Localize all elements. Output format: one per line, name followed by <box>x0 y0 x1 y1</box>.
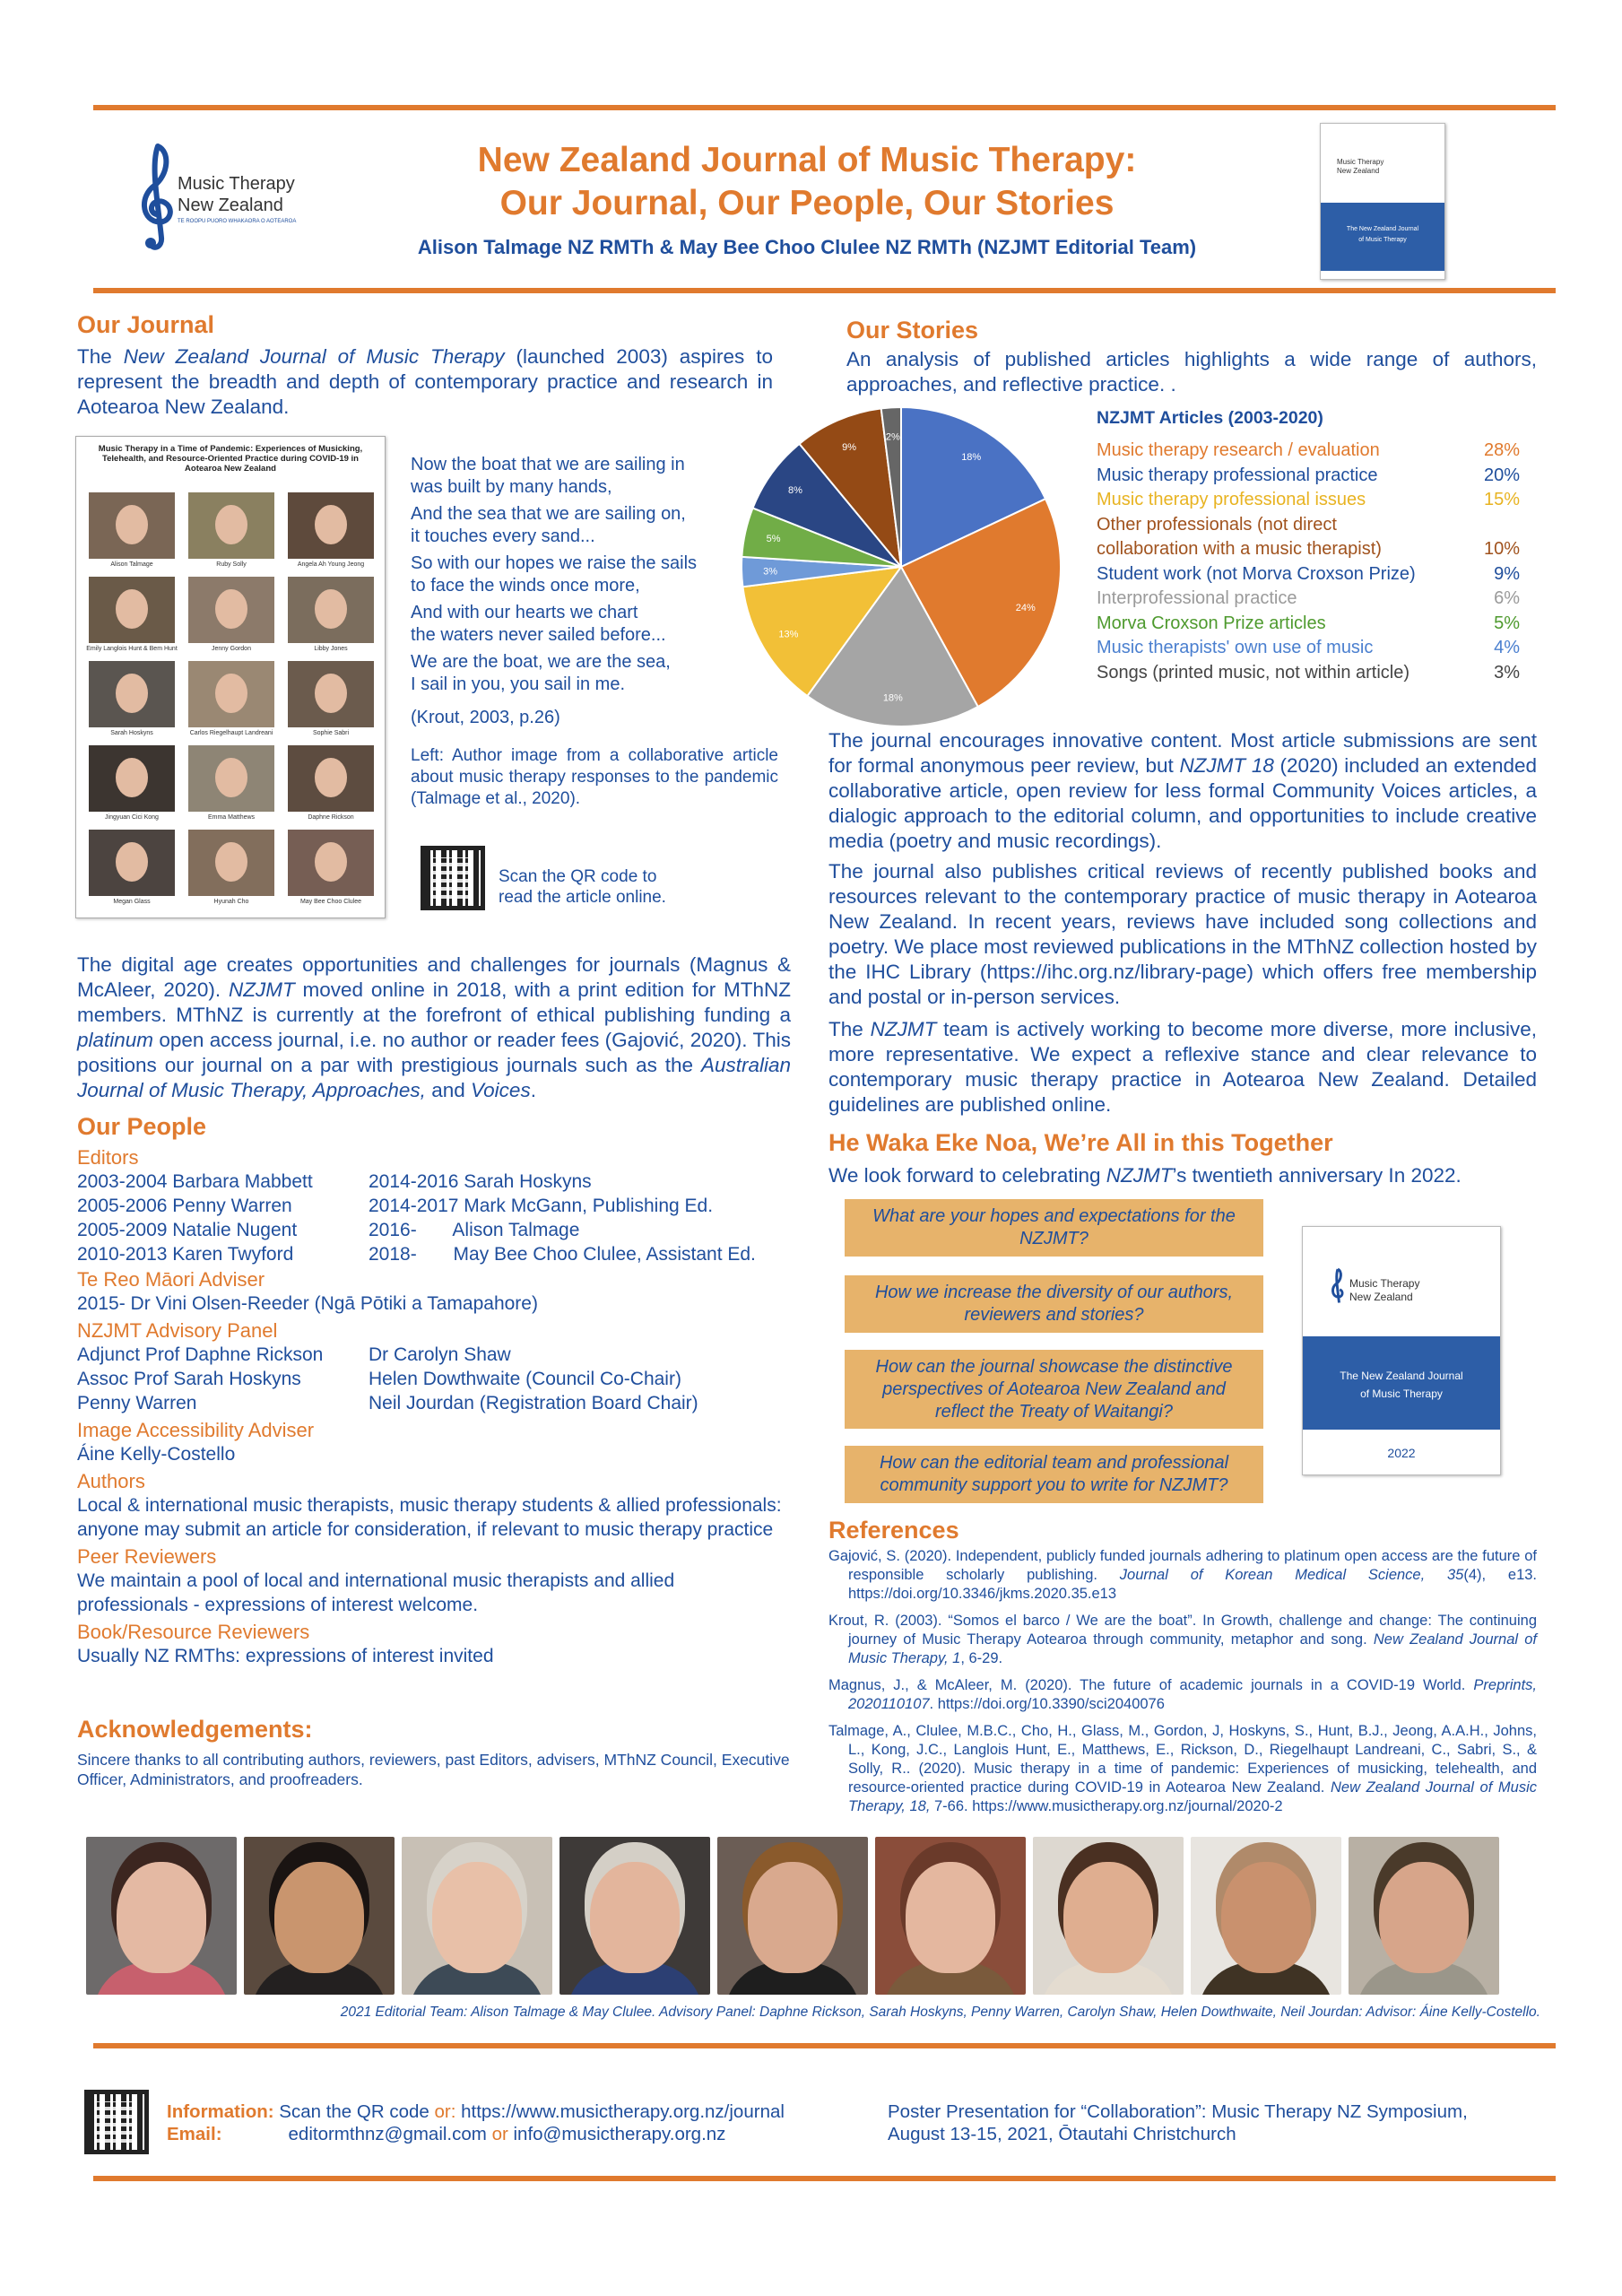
poem-citation: (Krout, 2003, p.26) <box>411 708 560 727</box>
our-journal-heading: Our Journal <box>77 311 215 338</box>
cover-year: 2022 <box>1387 1446 1416 1460</box>
pie-slice-label: 18% <box>961 451 982 463</box>
email-link-2[interactable]: info@musictherapy.org.nz <box>507 2124 726 2144</box>
legend-value: 3% <box>1494 662 1520 683</box>
cover-2022-band2: of Music Therapy <box>1360 1387 1443 1400</box>
legend-row <box>1097 587 1520 612</box>
pie-slice-label: 3% <box>763 566 778 578</box>
legend-row <box>1097 488 1520 513</box>
author-thumbnail-name: Hyunah Cho <box>213 899 249 905</box>
logo-sub: TE ROOPU PUORO WHAKAORA O AOTEAROA <box>178 219 297 224</box>
person-entry: Helen Dowthwaite (Council Co-Chair) <box>369 1369 681 1389</box>
event-line1: Poster Presentation for “Collaboration”: Music Therapy NZ Symposium, <box>888 2101 1468 2122</box>
legend-value: 15% <box>1483 490 1520 509</box>
journal-link[interactable]: https://www.musictherapy.org.nz/journal <box>455 2101 785 2122</box>
authors-label: Authors <box>77 1470 145 1492</box>
author-thumbnail <box>89 745 175 812</box>
team-photo <box>559 1837 710 1995</box>
acknowledgements-heading: Acknowledgements: <box>77 1716 313 1743</box>
pie-slice-label: 5% <box>766 534 781 545</box>
poem-line: We are the boat, we are the sea, <box>411 652 671 672</box>
editors-label: Editors <box>77 1146 139 1169</box>
legend-row <box>1097 636 1520 661</box>
author-thumbnail-name: Angela Ah Young Jeong <box>297 561 365 568</box>
authors-text: Local & international music therapists, music therapy students & allied professionals: anyone may submit an article for consideration, if relevant to music therapy practice <box>77 1495 782 1540</box>
our-people-section <box>77 1146 812 1668</box>
team-photo <box>1033 1837 1184 1995</box>
legend-value: 5% <box>1494 613 1520 633</box>
author-thumbnail-name: Emily Langlois Hunt & Bem Hunt <box>86 646 178 652</box>
acknowledgements-text: Sincere thanks to all contributing authors, reviewers, past Editors, advisers, MThNZ Council, Executive Officer, Administrators, and proofreaders. <box>77 1751 790 1788</box>
poem <box>411 454 778 810</box>
footer-rule-top <box>93 2043 1556 2048</box>
references-heading: References <box>828 1517 959 1544</box>
info-label: Information: <box>167 2101 274 2122</box>
poem-line: was built by many hands, <box>411 477 612 497</box>
author-thumbnail-name: Megan Glass <box>113 899 151 905</box>
team-photo <box>875 1837 1026 1995</box>
article-author-image <box>75 436 386 918</box>
question-box-2: How we increase the diversity of our authors, reviewers and stories? <box>845 1275 1263 1333</box>
person-entry: Assoc Prof Sarah Hoskyns <box>77 1369 301 1389</box>
access-adviser: Áine Kelly-Costello <box>77 1444 236 1465</box>
title-line1: New Zealand Journal of Music Therapy: <box>477 141 1137 179</box>
legend-label: Morva Croxson Prize articles <box>1097 613 1326 633</box>
journal-cover-2022 <box>1302 1226 1501 1475</box>
author-thumbnail-name: Sarah Hoskyns <box>110 730 153 736</box>
book-label: Book/Resource Reviewers <box>77 1621 310 1643</box>
poster-title <box>341 139 1273 259</box>
references-list <box>828 1547 1537 1824</box>
legend-value: 10% <box>1483 539 1520 559</box>
our-stories-heading: Our Stories <box>846 317 979 344</box>
author-thumbnail-name: Libby Jones <box>314 646 348 652</box>
poem-line: to face the winds once more, <box>411 576 640 596</box>
cover-2022-logo2: New Zealand <box>1349 1291 1413 1303</box>
legend-label: Music therapy professional issues <box>1097 490 1366 509</box>
authors-line: Alison Talmage NZ RMTh & May Bee Choo Clulee NZ RMTh (NZJMT Editorial Team) <box>417 236 1197 258</box>
legend-label: Interprofessional practice <box>1097 588 1297 608</box>
legend-label: Music therapists' own use of music <box>1097 638 1374 657</box>
team-caption: 2021 Editorial Team: Alison Talmage & May Clulee. Advisory Panel: Daphne Rickson, Sarah Hoskyns, Penny Warren, Carolyn Shaw, Helen Dowthwaite, Neil Jourdan: Advisor: Áine Kelly-Costello. <box>340 2005 1540 2020</box>
stories-para2: The journal also publishes critical reviews of recently published books and resources relevant to the contemporary practice of music therapy in Aotearoa New Zealand. In recent years, reviews have included song collections and poetry. We place most reviewed publications in the MThNZ collection hosted by the IHC Library (https://ihc.org.nz/library-page) which offers free membership and postal or in-person services. <box>828 860 1537 1008</box>
author-thumbnail <box>288 745 374 812</box>
qr-text-line1: Scan the QR code to <box>499 867 657 886</box>
article-qr-code[interactable] <box>421 846 485 910</box>
author-thumbnail-name: Carlos Riegelhaupt Landreani <box>189 730 273 736</box>
legend-value: 20% <box>1483 465 1520 485</box>
access-label: Image Accessibility Adviser <box>77 1419 315 1441</box>
legend-row <box>1097 612 1520 637</box>
author-thumbnail <box>188 745 274 812</box>
team-photo <box>1349 1837 1499 1995</box>
reference-item: Talmage, A., Clulee, M.B.C., Cho, H., Glass, M., Gordon, J, Hoskyns, S., Hunt, B.J., Jeong, A.A.H., Johns, L., Kong, J.C., Langlois Hunt, E., Matthews, E., Rickson, D., Riegelhaupt Landreani, C., Sabri, S., & Solly, R.. (2020). Music therapy in a time of pandemic: Experiences of musicking, telehealth, and resource-oriented practice during COVID-19 in Aotearoa New Zealand. New Zealand Journal of Music Therapy, 18, 7-66. https://www.musictherapy.org.nz/journal/2020-2 <box>828 1723 1538 1814</box>
pie-slice-label: 2% <box>885 431 900 443</box>
pie-slice-label: 24% <box>1015 603 1036 614</box>
book-text: Usually NZ RMThs: expressions of interest invited <box>77 1646 494 1666</box>
person-entry: 2010-2013 Karen Twyford <box>77 1244 294 1265</box>
author-thumbnail <box>89 661 175 727</box>
article-image-title: Music Therapy in a Time of Pandemic: Experiences of Musicking, Telehealth, and Resource-Oriented Practice during COVID-19 in Aotearoa New Zealand <box>98 444 363 474</box>
question-box-1: What are your hopes and expectations for the NZJMT? <box>845 1199 1263 1257</box>
editors-list <box>77 1170 812 1266</box>
person-entry: 2003-2004 Barbara Mabbett <box>77 1171 313 1192</box>
qr-text <box>499 866 666 908</box>
legend-row <box>1097 513 1520 538</box>
question-box-3: How can the journal showcase the distinctive perspectives of Aotearoa New Zealand and reflect the Treaty of Waitangi? <box>845 1350 1263 1429</box>
team-photo <box>86 1837 237 1995</box>
top-rule <box>93 105 1556 110</box>
team-photo <box>402 1837 552 1995</box>
person-entry: 2018- May Bee Choo Clulee, Assistant Ed. <box>369 1244 756 1265</box>
pie-slice-label: 18% <box>882 692 903 704</box>
author-thumbnail <box>288 577 374 643</box>
author-thumbnail-name: May Bee Choo Clulee <box>299 899 362 905</box>
mtnz-logo <box>131 139 337 256</box>
author-thumbnail <box>188 830 274 896</box>
legend-label: Songs (printed music, not within article) <box>1097 662 1410 683</box>
legend-label: Other professionals (not direct <box>1097 514 1337 535</box>
event-line2: August 13-15, 2021, Ōtautahi Christchurch <box>888 2124 1236 2144</box>
legend-row <box>1097 464 1520 489</box>
author-thumbnail-name: Alison Talmage <box>110 561 153 568</box>
logo-line1: Music Therapy <box>178 174 295 194</box>
team-photo <box>244 1837 395 1995</box>
waka-heading: He Waka Eke Noa, We’re All in this Together <box>828 1129 1333 1156</box>
person-entry: Dr Carolyn Shaw <box>369 1344 511 1365</box>
cover-logo2: New Zealand <box>1337 167 1380 175</box>
poem-line: So with our hopes we raise the sails <box>411 553 698 573</box>
digital-age-paragraph: The digital age creates opportunities and challenges for journals (Magnus & McAleer, 2020). NZJMT moved online in 2018, with a print edition for MThNZ members. MThNZ is currently at the forefront of ethical publishing funding a platinum open access journal, i.e. no author or reader fees (Gajović, 2020). This positions our journal on a par with prestigious journals such as the Australian Journal of Music Therapy, Approaches, and Voices. <box>77 953 792 1101</box>
cover-logo1: Music Therapy <box>1337 158 1384 166</box>
legend-value: 28% <box>1483 440 1520 460</box>
author-thumbnail <box>288 492 374 559</box>
person-entry: 2005-2006 Penny Warren <box>77 1196 292 1216</box>
author-thumbnail <box>89 830 175 896</box>
author-thumbnail-name: Sophie Sabri <box>312 730 350 736</box>
author-thumbnail-name: Jingyuan Cici Kong <box>105 814 159 821</box>
journal-cover-header <box>1320 123 1445 280</box>
author-thumbnail <box>89 577 175 643</box>
legend-row <box>1097 661 1520 686</box>
question-box-4: How can the editorial team and professional community support you to write for NZJMT? <box>845 1446 1263 1503</box>
footer-qr-code[interactable] <box>84 2090 149 2154</box>
person-entry: Adjunct Prof Daphne Rickson <box>77 1344 324 1365</box>
our-stories-intro: An analysis of published articles highlights a wide range of authors, approaches, and reflective practice. . <box>846 348 1537 396</box>
poem-line: I sail in you, you sail in me. <box>411 674 625 694</box>
legend-label: Music therapy research / evaluation <box>1097 440 1380 460</box>
logo-line2: New Zealand <box>178 196 283 215</box>
reference-item: Magnus, J., & McAleer, M. (2020). The future of academic journals in a COVID-19 World. Preprints, 2020110107. https://doi.org/10.3390/sci2040076 <box>828 1677 1537 1712</box>
author-thumbnail <box>288 661 374 727</box>
peer-text: We maintain a pool of local and international music therapists and allied professionals - expressions of interest welcome. <box>77 1570 675 1615</box>
legend-label: Music therapy professional practice <box>1097 465 1378 485</box>
footer-rule-bottom <box>93 2176 1556 2181</box>
cover-band2: of Music Therapy <box>1358 237 1407 243</box>
legend-row <box>1097 537 1520 562</box>
person-entry: 2005-2009 Natalie Nugent <box>77 1220 298 1240</box>
team-photo <box>1191 1837 1341 1995</box>
chart-title: NZJMT Articles (2003-2020) <box>1097 408 1323 428</box>
stories-para3: The NZJMT team is actively working to become more diverse, more inclusive, more representative. We expect a reflexive stance and clear relevance to contemporary music therapy practice in Aotearoa New Zealand. Detailed guidelines are published online. <box>828 1018 1537 1116</box>
legend-row <box>1097 562 1520 587</box>
pie-slice-label: 13% <box>778 629 799 640</box>
author-thumbnail-name: Emma Matthews <box>207 814 256 821</box>
person-entry: Neil Jourdan (Registration Board Chair) <box>369 1393 698 1413</box>
person-entry: 2016- Alison Talmage <box>369 1220 580 1240</box>
footer-event <box>888 2100 1468 2145</box>
reference-item: Gajović, S. (2020). Independent, publicly funded journals adhering to platinum open access are the future of responsible scholarly publishing. Journal of Korean Medical Science, 35(4), e13. https://doi.org/10.3346/jkms.2020.35.e13 <box>828 1548 1538 1602</box>
pie-slice-label: 8% <box>787 485 802 497</box>
author-thumbnail <box>188 577 274 643</box>
author-thumbnail-name: Ruby Solly <box>216 561 247 568</box>
poem-line: the waters never sailed before... <box>411 625 666 645</box>
stories-para1: The journal encourages innovative content. Most article submissions are sent for formal anonymous peer review, but NZJMT 18 (2020) included an extended collaborative article, open review for less formal Community Voices articles, a dialogic approach to the editorial column, and opportunities to include creative media (poetry and music recordings). <box>828 729 1538 852</box>
maori-adviser: 2015- Dr Vini Olsen-Reeder (Ngā Pōtiki a Tamapahore) <box>77 1293 538 1314</box>
reference-item: Krout, R. (2003). “Somos el barco / We are the boat”. In Growth, challenge and change: The continuing journey of Music Therapy Aotearoa through community, metaphor and song. New Zealand Journal of Music Therapy, 1, 6-29. <box>828 1613 1537 1666</box>
author-thumbnail-name: Daphne Rickson <box>308 814 354 821</box>
image-caption: Left: Author image from a collaborative article about music therapy responses to the pandemic (Talmage et al., 2020). <box>411 746 778 808</box>
cover-2022-band1: The New Zealand Journal <box>1340 1370 1463 1382</box>
poem-line: And the sea that we are sailing on, <box>411 504 686 524</box>
chart-legend <box>1097 439 1520 685</box>
legend-label: collaboration with a music therapist) <box>1097 539 1382 559</box>
pie-slice-label: 9% <box>842 442 856 454</box>
treble-clef-icon <box>131 139 185 256</box>
articles-pie-chart <box>740 405 1063 728</box>
poem-line: Now the boat that we are sailing in <box>411 455 685 474</box>
author-thumbnail <box>188 661 274 727</box>
legend-row <box>1097 439 1520 464</box>
our-people-heading: Our People <box>77 1113 207 1140</box>
waka-line: We look forward to celebrating NZJMT’s twentieth anniversary In 2022. <box>828 1164 1462 1187</box>
journal-intro: The New Zealand Journal of Music Therapy (launched 2003) aspires to represent the breadth and depth of contemporary practice and research in Aotearoa New Zealand. <box>77 345 774 418</box>
legend-value: 6% <box>1494 588 1520 608</box>
email-link-1[interactable]: editormthnz@gmail.com <box>288 2124 492 2144</box>
email-label: Email: <box>167 2124 222 2144</box>
qr-text-line2: read the article online. <box>499 888 666 907</box>
panel-label: NZJMT Advisory Panel <box>77 1319 278 1342</box>
legend-value: 9% <box>1494 563 1520 584</box>
person-entry: 2014-2017 Mark McGann, Publishing Ed. <box>369 1196 714 1216</box>
cover-band1: The New Zealand Journal <box>1346 226 1419 232</box>
person-entry: Penny Warren <box>77 1393 197 1413</box>
poem-line: And with our hearts we chart <box>411 603 638 622</box>
title-line2: Our Journal, Our People, Our Stories <box>499 184 1115 222</box>
author-thumbnail <box>288 830 374 896</box>
author-thumbnail <box>89 492 175 559</box>
panel-list <box>77 1343 812 1415</box>
footer-info: Information: Scan the QR code or: https://www.musictherapy.org.nz/journal Email: editormthnz@gmail.com or info@musictherapy.org.nz <box>167 2101 785 2144</box>
team-photo <box>717 1837 868 1995</box>
poem-line: it touches every sand... <box>411 526 595 546</box>
cover-2022-logo1: Music Therapy <box>1349 1277 1420 1290</box>
header-rule <box>93 288 1556 293</box>
person-entry: 2014-2016 Sarah Hoskyns <box>369 1171 592 1192</box>
author-thumbnail <box>188 492 274 559</box>
legend-value: 4% <box>1494 638 1520 657</box>
author-thumbnail-name: Jenny Gordon <box>212 646 251 652</box>
peer-label: Peer Reviewers <box>77 1545 217 1568</box>
cover-clef-icon <box>1328 1266 1348 1309</box>
maori-label: Te Reo Māori Adviser <box>77 1268 265 1291</box>
legend-label: Student work (not Morva Croxson Prize) <box>1097 563 1416 584</box>
